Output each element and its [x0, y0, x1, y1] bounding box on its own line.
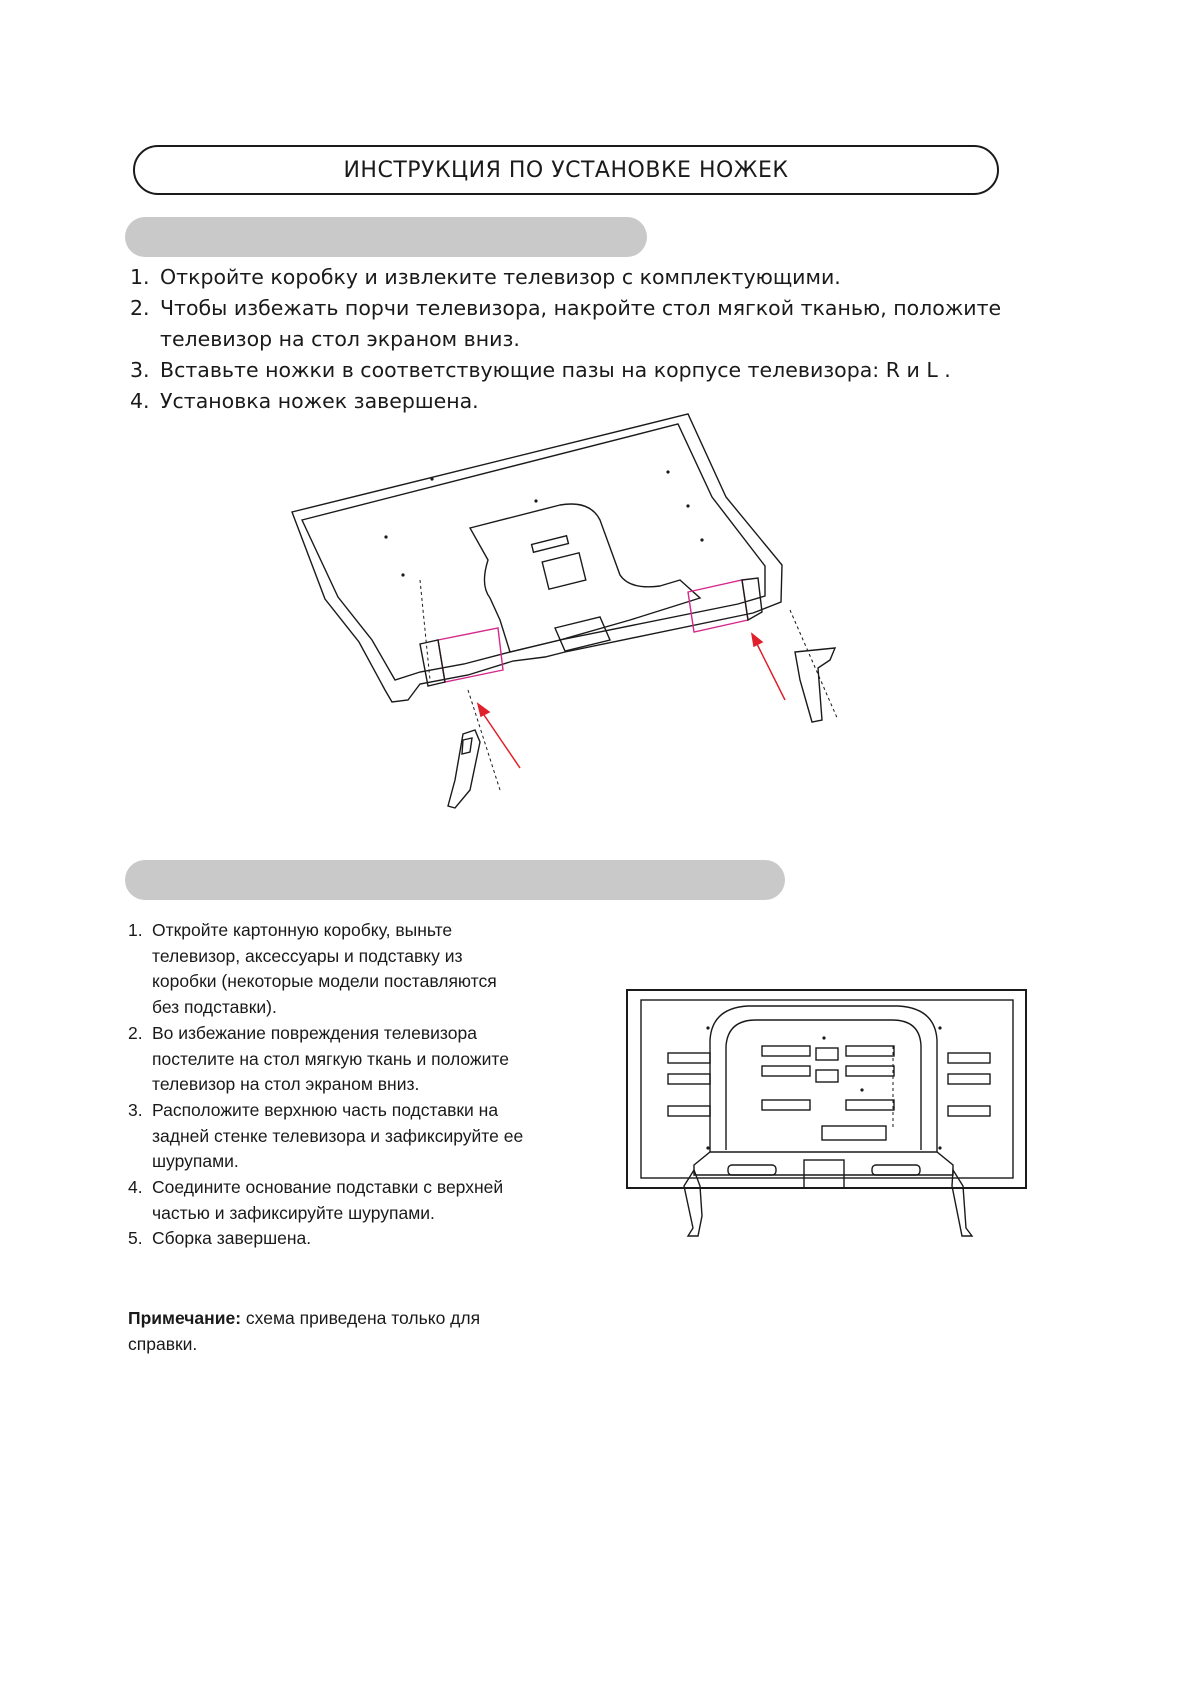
page-title: ИНСТРУКЦИЯ ПО УСТАНОВКЕ НОЖЕК — [133, 145, 999, 195]
list-item: 5. Сборка завершена. — [128, 1228, 312, 1249]
list-item: 4. Соедините основание подставки с верхней частью и зафиксируйте шурупами. — [128, 1177, 504, 1223]
list-item: 2. Во избежание повреждения телевизора постелите на стол мягкую ткань и положите телевизор на стол экраном вниз. — [128, 1022, 509, 1095]
list-item: 1. Откройте картонную коробку, выньте телевизор, аксессуары и подставку из коробки (некоторые модели поставляются без подставки). — [128, 920, 497, 1018]
note-text: схема приведена только для справки. — [128, 1308, 481, 1354]
list-item: 4. Установка ножек завершена. — [130, 389, 479, 413]
list-item: 3. Вставьте ножки в соответствующие пазы на корпусе телевизора: R и L . — [130, 358, 951, 382]
note-label: Примечание: — [128, 1308, 242, 1328]
list-item: 3. Расположите верхнюю часть подставки на задней стенке телевизора и зафиксируйте ее шурупами. — [128, 1099, 524, 1172]
list-item: 2. Чтобы избежать порчи телевизора, накройте стол мягкой тканью, положите телевизор на стол экраном вниз. — [130, 296, 1002, 351]
list-item: 1. Откройте коробку и извлеките телевизор с комплектующими. — [130, 265, 841, 289]
